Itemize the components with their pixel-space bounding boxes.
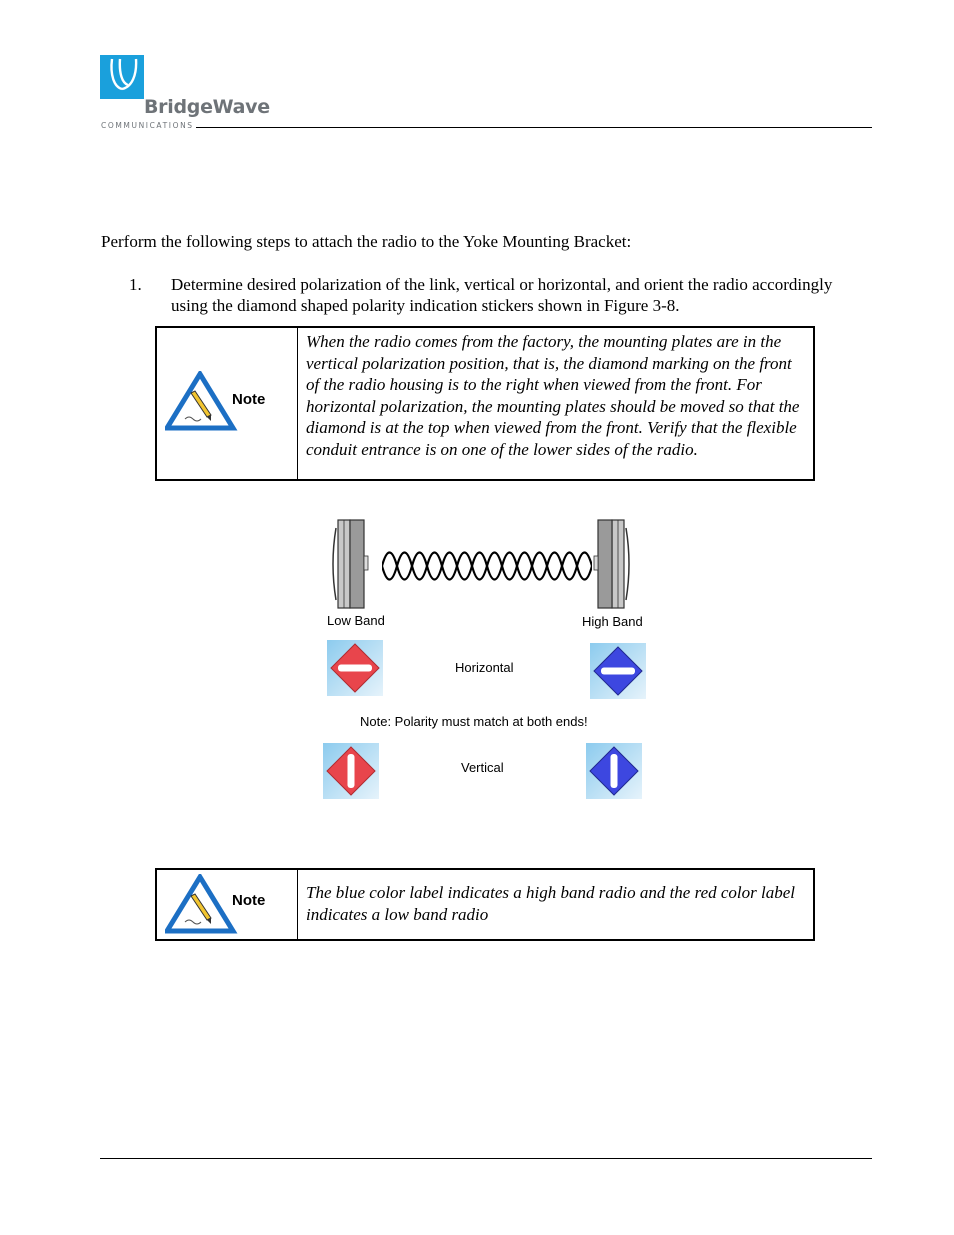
pencil-triangle-note-icon bbox=[165, 371, 239, 431]
note-box-factory-polarization bbox=[155, 326, 815, 481]
note-icon-cell bbox=[157, 328, 298, 479]
step-text: Determine desired polarization of the link, vertical or horizontal, and orient the radio accordingly using the diamond shaped polarity indication stickers shown in Figure 3-8. bbox=[171, 275, 833, 315]
note-text: When the radio comes from the factory, the mounting plates are in the vertical polarization position, that is, the diamond marking on the front of the radio housing is to the right when viewed from the front. For horizontal polarization, the mounting plates should be moved so that the diamond is at the top when viewed from the front. Verify that the flexible conduit entrance is on one of the lower sides of the radio. bbox=[306, 332, 800, 459]
polarity-figure bbox=[320, 510, 655, 805]
bridgewave-logo-icon bbox=[100, 55, 144, 99]
step-number: 1. bbox=[129, 275, 142, 294]
note-label: Note bbox=[232, 892, 266, 909]
vertical-label: Vertical bbox=[461, 760, 504, 775]
intro-paragraph: Perform the following steps to attach the radio to the Yoke Mounting Bracket: bbox=[101, 232, 632, 251]
brand-subtitle: COMMUNICATIONS bbox=[101, 121, 194, 130]
low-band-label: Low Band bbox=[327, 613, 385, 628]
high-band-radio-icon bbox=[592, 518, 632, 610]
low-band-radio-icon bbox=[330, 518, 370, 610]
note-icon-cell bbox=[157, 870, 298, 939]
pencil-triangle-note-icon bbox=[165, 874, 239, 934]
high-band-label: High Band bbox=[582, 614, 643, 629]
blue-horizontal-diamond-icon bbox=[590, 643, 646, 699]
footer-rule bbox=[100, 1158, 872, 1159]
brand-logo bbox=[100, 55, 280, 135]
horizontal-label: Horizontal bbox=[455, 660, 514, 675]
header-rule bbox=[196, 127, 872, 128]
blue-vertical-diamond-icon bbox=[586, 743, 642, 799]
signal-wave-icon bbox=[382, 548, 592, 584]
polarity-note-label: Note: Polarity must match at both ends! bbox=[360, 714, 588, 729]
note-text: The blue color label indicates a high band radio and the red color label indicates a low band radio bbox=[306, 883, 796, 924]
note-label: Note bbox=[232, 391, 266, 408]
brand-name: BridgeWave bbox=[144, 96, 270, 118]
red-vertical-diamond-icon bbox=[323, 743, 379, 799]
note-box-band-colors bbox=[155, 868, 815, 941]
red-horizontal-diamond-icon bbox=[327, 640, 383, 696]
